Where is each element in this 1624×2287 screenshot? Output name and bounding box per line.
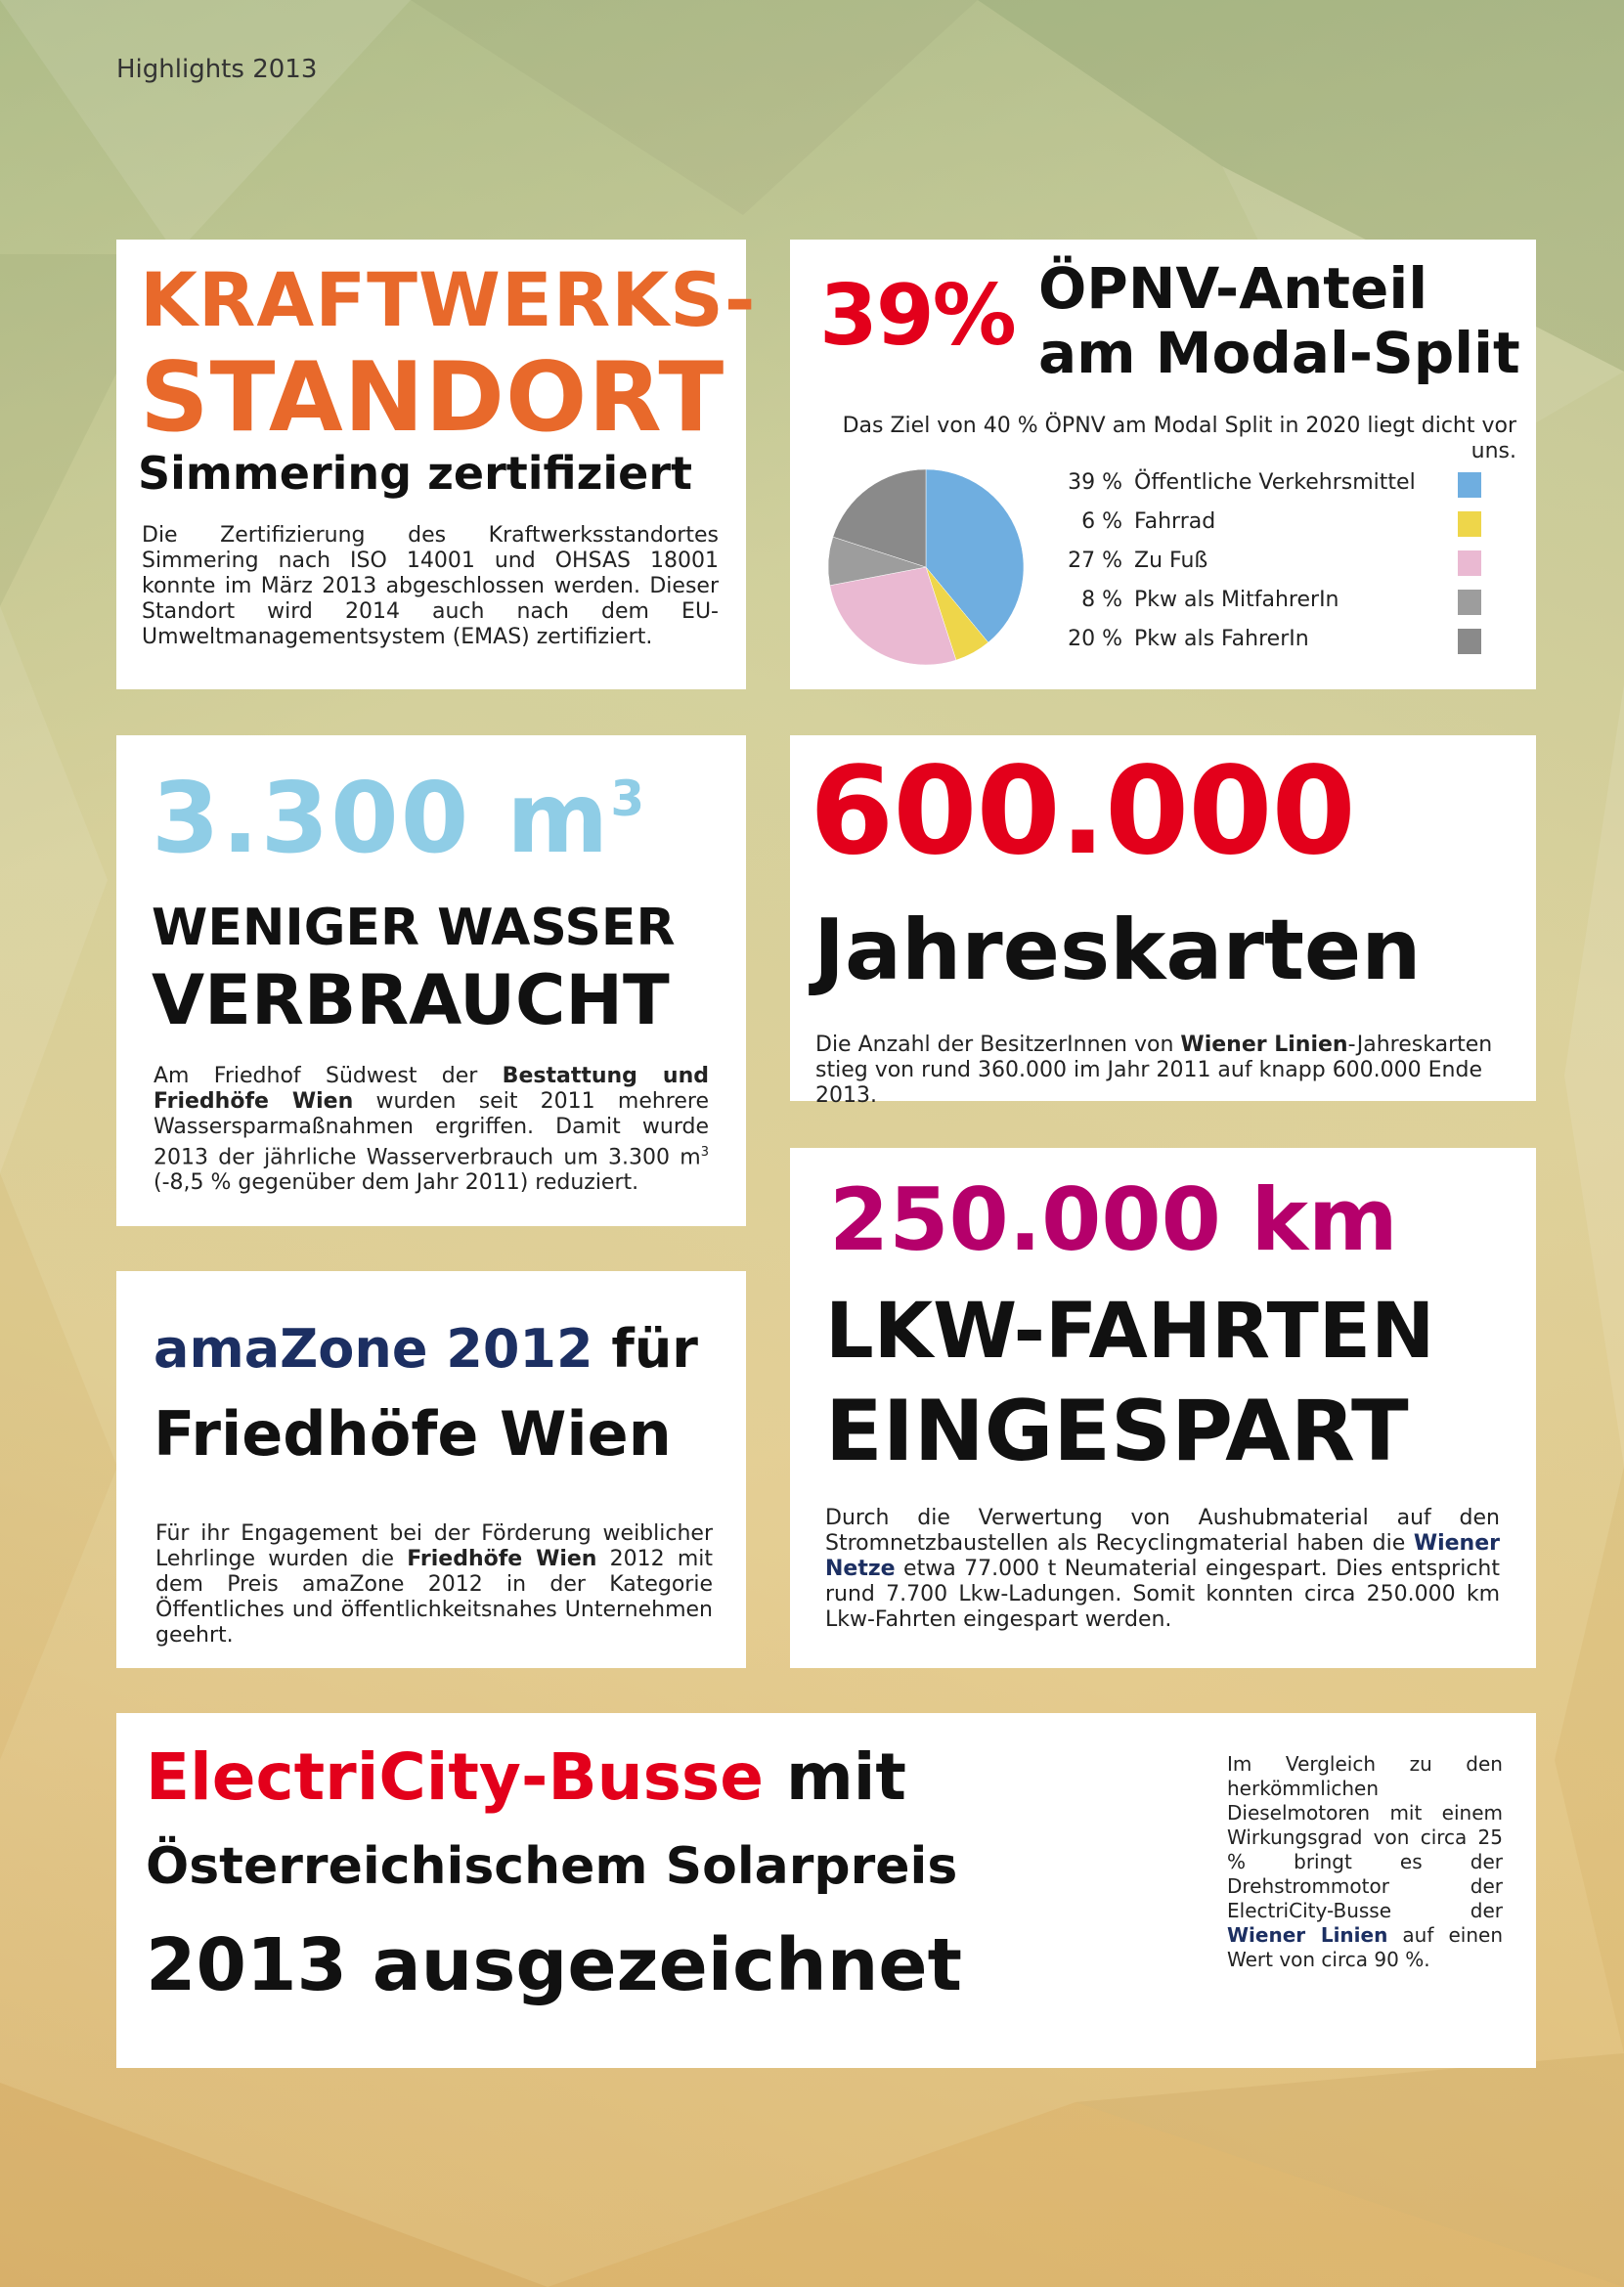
lkw-headline-2: EINGESPART [825, 1383, 1409, 1480]
wasser-big-number-sup: 3 [610, 770, 647, 827]
legend-label: Pkw als MitfahrerIn [1134, 588, 1339, 612]
wasser-body-sup: 3 [700, 1145, 709, 1160]
amazone-body [155, 1521, 713, 1649]
kraftwerk-card [116, 240, 757, 689]
lkw-body [825, 1506, 1500, 1633]
oepnv-subtitle: Das Ziel von 40 % ÖPNV am Modal Split in 2020 liegt dicht vor uns. [842, 414, 1516, 463]
legend-pct: 6 % [1081, 509, 1122, 534]
pie-legend [1064, 470, 1494, 666]
legend-label: Zu Fuß [1134, 549, 1208, 573]
legend-item [1064, 470, 1494, 500]
oepnv-big-pct: 39% [819, 267, 1015, 365]
lkw-body-2: etwa 77.000 t Neumaterial eingespart. Dies entspricht rund 7.700 Lkw-Ladungen. Somit konnten circa 250.000 km Lkw-Fahrten eingespart werden. [825, 1557, 1500, 1632]
electricity-body [1227, 1752, 1503, 1972]
wasser-card [116, 735, 746, 1226]
wasser-body [154, 1064, 709, 1196]
kraftwerk-subtitle: Simmering zertifiziert [138, 447, 693, 500]
amazone-body-2: 2012 mit dem Preis amaZone 2012 in der Kategorie Öffentliches und öffentlichkeitsnahes Unternehmen geehrt. [155, 1547, 713, 1648]
legend-pct: 20 % [1068, 627, 1122, 651]
legend-item [1064, 588, 1494, 617]
jahreskarten-body-1: Die Anzahl der BesitzerInnen von [815, 1033, 1181, 1057]
electricity-headline-2: Österreichischem Solarpreis [146, 1837, 958, 1896]
page-header: Highlights 2013 [116, 55, 318, 84]
legend-pct: 39 % [1068, 470, 1122, 495]
amazone-body-1: Für ihr Engagement bei der Förderung weiblicher Lehrlinge wurden die [155, 1521, 713, 1571]
wasser-body-3: (-8,5 % gegenüber dem Jahr 2011) reduziert. [154, 1170, 639, 1196]
amazone-card [116, 1271, 746, 1668]
modal-split-pie [825, 466, 1027, 668]
lkw-headline-1: LKW-FAHRTEN [825, 1288, 1435, 1376]
oepnv-card [790, 240, 1536, 689]
legend-item [1064, 509, 1494, 539]
legend-item [1064, 627, 1494, 656]
electricity-headline-3: 2013 ausgezeichnet [146, 1923, 962, 2007]
wasser-big-number [152, 761, 647, 875]
electricity-card [116, 1713, 1536, 2068]
legend-pct: 8 % [1081, 588, 1122, 612]
electricity-headline-rest: mit [763, 1739, 906, 1815]
electricity-headline-colored: ElectriCity-Busse [146, 1739, 764, 1815]
electricity-body-bold: Wiener Linien [1227, 1923, 1388, 1947]
kraftwerk-body: Die Zertifizierung des Kraftwerksstandortes Simmering nach ISO 14001 und OHSAS 18001 konnte im März 2013 abgeschlossen werden. Dieser Standort wird 2014 auch nach dem EU-Umweltmanagementsystem (EMAS) zertifiziert. [142, 523, 719, 649]
legend-item [1064, 549, 1494, 578]
legend-swatch [1458, 472, 1481, 498]
legend-label: Öffentliche Verkehrsmittel [1134, 470, 1416, 495]
oepnv-headline-1: ÖPNV-Anteil [1038, 255, 1428, 322]
jahreskarten-card [790, 735, 1536, 1108]
wasser-body-2: wurden seit 2011 mehrere Wassersparmaßnahmen ergriffen. Damit wurde 2013 der jährliche Wasserverbrauch um 3.300 m [154, 1089, 709, 1170]
legend-swatch [1458, 511, 1481, 537]
kraftwerk-headline-1: KRAFTWERKS- [140, 256, 757, 343]
legend-label: Pkw als FahrerIn [1134, 627, 1309, 651]
lkw-big-number: 250.000 km [829, 1169, 1398, 1270]
wasser-headline-2: VERBRAUCHT [152, 960, 670, 1040]
jahreskarten-body-bold: Wiener Linien [1180, 1033, 1348, 1057]
electricity-body-2: auf einen Wert von circa 90 %. [1227, 1923, 1503, 1971]
amazone-headline-rest: für [593, 1318, 698, 1380]
legend-label: Fahrrad [1134, 509, 1216, 534]
electricity-headline-1 [146, 1738, 906, 1817]
legend-pct: 27 % [1068, 549, 1122, 573]
legend-swatch [1458, 629, 1481, 654]
jahreskarten-body-2: -Jahreskarten stieg von rund 360.000 im Jahr 2011 auf knapp 600.000 Ende 2013. [815, 1033, 1493, 1108]
wasser-headline-1: WENIGER WASSER [152, 899, 676, 957]
lkw-card [790, 1148, 1536, 1668]
wasser-body-1: Am Friedhof Südwest der [154, 1064, 503, 1088]
electricity-body-1: Im Vergleich zu den herkömmlichen Dieselmotoren mit einem Wirkungsgrad von circa 25 % bringt es der Drehstrommotor der ElectriCity-Busse der [1227, 1752, 1503, 1922]
legend-swatch [1458, 590, 1481, 615]
legend-swatch [1458, 550, 1481, 576]
amazone-body-bold: Friedhöfe Wien [407, 1547, 597, 1571]
amazone-headline-2: Friedhöfe Wien [154, 1398, 672, 1470]
wasser-body-bold: Bestattung und Friedhöfe Wien [154, 1064, 709, 1114]
jahreskarten-headline: Jahreskarten [813, 902, 1422, 999]
wasser-big-number-text: 3.300 m [152, 761, 611, 875]
oepnv-headline-2: am Modal-Split [1038, 320, 1520, 386]
amazone-headline-1 [154, 1318, 698, 1381]
amazone-headline-colored: amaZone 2012 [154, 1318, 593, 1380]
lkw-body-1: Durch die Verwertung von Aushubmaterial auf den Stromnetzbaustellen als Recyclingmaterial haben die [825, 1506, 1500, 1556]
lkw-body-bold: Wiener Netze [825, 1531, 1500, 1581]
jahreskarten-body [815, 1033, 1519, 1109]
jahreskarten-big-number: 600.000 [810, 741, 1355, 882]
kraftwerk-headline-2: STANDORT [140, 342, 725, 454]
